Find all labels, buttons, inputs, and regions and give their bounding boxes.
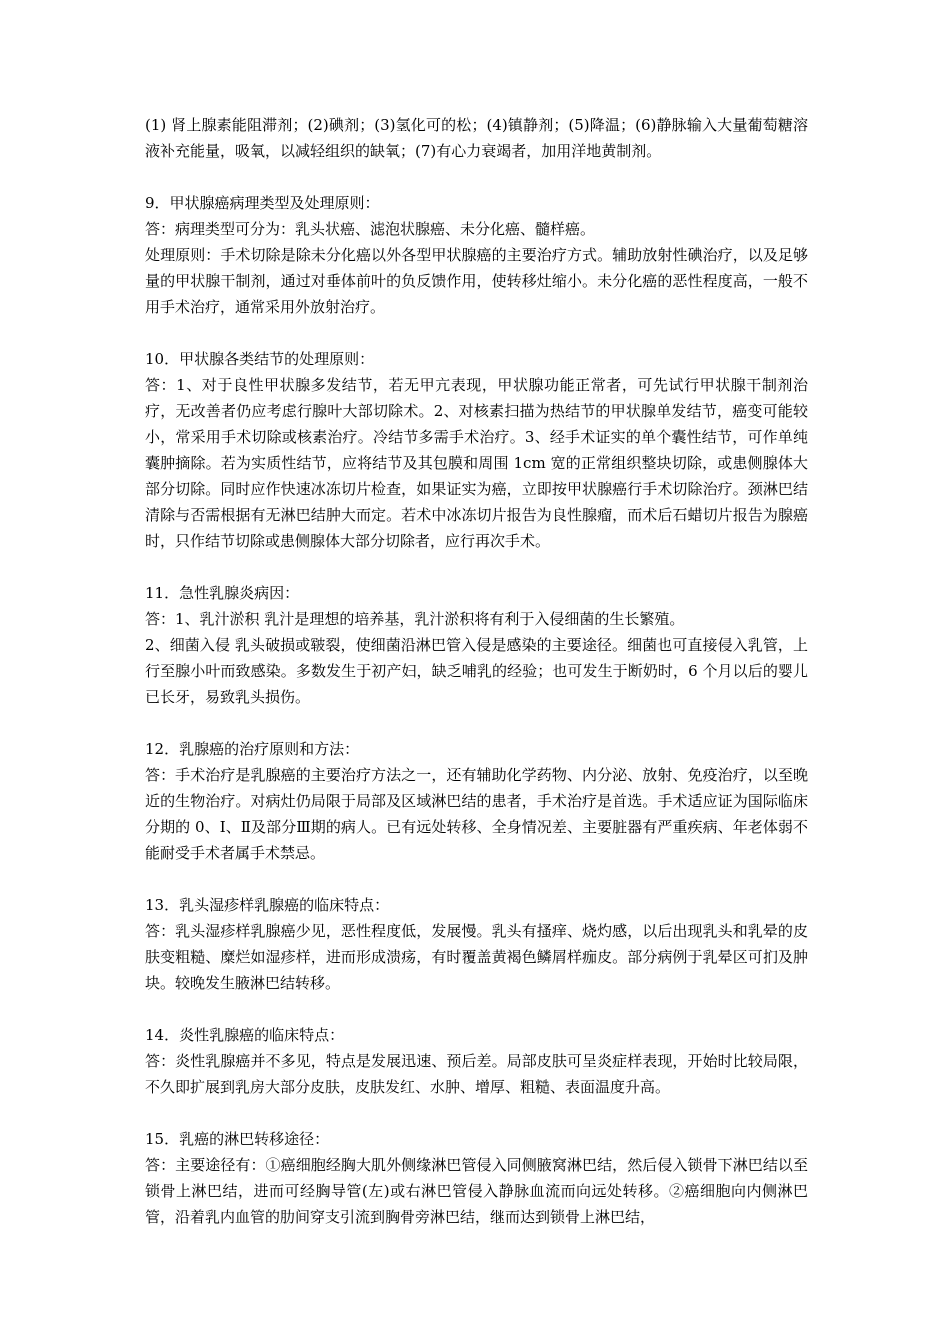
section-heading: 15．乳癌的淋巴转移途径： (145, 1130, 330, 1148)
section-paragraph: 2、细菌入侵 乳头破损或皲裂，使细菌沿淋巴管入侵是感染的主要途径。细菌也可直接侵入乳管，上行至腺小叶而致感染。多数发生于初产妇，缺乏哺乳的经验；也可发生于断奶时，6 个月以后的婴儿已长牙，易致乳头损伤。 (145, 636, 808, 706)
intro-paragraph (145, 112, 808, 164)
intro-text: (1) 肾上腺素能阻滞剂；(2)碘剂；(3)氢化可的松；(4)镇静剂；(5)降温；(6)静脉输入大量葡萄糖溶液补充能量，吸氧，以减轻组织的缺氧；(7)有心力衰竭者，加用洋地黄制剂。 (145, 116, 808, 160)
section-11 (145, 580, 808, 710)
section-10 (145, 346, 808, 554)
section-heading: 10．甲状腺各类结节的处理原则： (145, 350, 375, 368)
section-paragraph: 处理原则：手术切除是除未分化癌以外各型甲状腺癌的主要治疗方式。辅助放射性碘治疗，以及足够量的甲状腺干制剂，通过对垂体前叶的负反馈作用，使转移灶缩小。未分化癌的恶性程度高，一般不用手术治疗，通常采用外放射治疗。 (145, 246, 808, 316)
section-heading: 14．炎性乳腺癌的临床特点： (145, 1026, 345, 1044)
section-paragraph: 答：炎性乳腺癌并不多见，特点是发展迅速、预后差。局部皮肤可呈炎症样表现，开始时比较局限，不久即扩展到乳房大部分皮肤，皮肤发红、水肿、增厚、粗糙、表面温度升高。 (145, 1052, 808, 1096)
section-paragraph: 答：乳头湿疹样乳腺癌少见，恶性程度低，发展慢。乳头有搔痒、烧灼感，以后出现乳头和乳晕的皮肤变粗糙、糜烂如湿疹样，进而形成溃疡，有时覆盖黄褐色鳞屑样痂皮。部分病例于乳晕区可扪及肿块。较晚发生腋淋巴结转移。 (145, 922, 808, 992)
section-12 (145, 736, 808, 866)
section-13 (145, 892, 808, 996)
section-heading: 12．乳腺癌的治疗原则和方法： (145, 740, 360, 758)
section-heading: 11．急性乳腺炎病因： (145, 584, 300, 602)
section-15 (145, 1126, 808, 1230)
section-paragraph: 答：主要途径有：①癌细胞经胸大肌外侧缘淋巴管侵入同侧腋窝淋巴结，然后侵入锁骨下淋巴结以至锁骨上淋巴结，进而可经胸导管(左)或右淋巴管侵入静脉血流而向远处转移。②癌细胞向内侧淋巴管，沿着乳内血管的肋间穿支引流到胸骨旁淋巴结，继而达到锁骨上淋巴结， (145, 1156, 808, 1226)
section-paragraph: 答：病理类型可分为：乳头状癌、滤泡状腺癌、未分化癌、髓样癌。 (145, 220, 596, 238)
section-paragraph: 答：手术治疗是乳腺癌的主要治疗方法之一，还有辅助化学药物、内分泌、放射、免疫治疗，以至晚近的生物治疗。对病灶仍局限于局部及区域淋巴结的患者，手术治疗是首选。手术适应证为国际临床分期的 0、Ⅰ、Ⅱ及部分Ⅲ期的病人。已有远处转移、全身情况差、主要脏器有严重疾病、年老体弱不能耐受手术者属手术禁忌。 (145, 766, 808, 862)
section-paragraph: 答：1、乳汁淤积 乳汁是理想的培养基，乳汁淤积将有利于入侵细菌的生长繁殖。 (145, 610, 685, 628)
section-heading: 13．乳头湿疹样乳腺癌的临床特点： (145, 896, 390, 914)
section-heading: 9．甲状腺癌病理类型及处理原则： (145, 194, 380, 212)
document-page (145, 112, 808, 1256)
section-9 (145, 190, 808, 320)
section-14 (145, 1022, 808, 1100)
section-paragraph: 答：1、对于良性甲状腺多发结节，若无甲亢表现，甲状腺功能正常者，可先试行甲状腺干制剂治疗，无改善者仍应考虑行腺叶大部切除术。2、对核素扫描为热结节的甲状腺单发结节，癌变可能较小，常采用手术切除或核素治疗。冷结节多需手术治疗。3、经手术证实的单个囊性结节，可作单纯囊肿摘除。若为实质性结节，应将结节及其包膜和周围 1cm 宽的正常组织整块切除，或患侧腺体大部分切除。同时应作快速冰冻切片检查，如果证实为癌，立即按甲状腺癌行手术切除治疗。颈淋巴结清除与否需根据有无淋巴结肿大而定。若术中冰冻切片报告为良性腺瘤，而术后石蜡切片报告为腺癌时，只作结节切除或患侧腺体大部分切除者，应行再次手术。 (145, 376, 808, 550)
